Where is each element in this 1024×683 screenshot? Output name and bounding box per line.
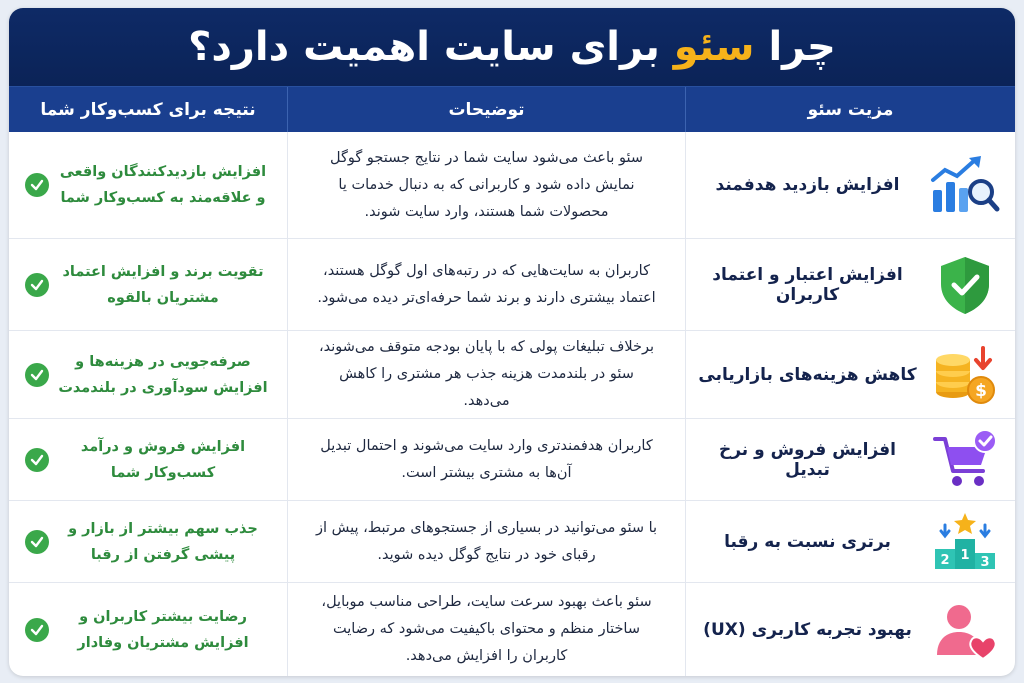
svg-text:2: 2 [940, 552, 950, 568]
result-text: افزایش بازدیدکنندگان واقعی و علاقه‌مند به کسب‌وکار شما [59, 164, 267, 206]
svg-text:1: 1 [960, 547, 970, 563]
svg-text:$: $ [975, 380, 987, 401]
benefit-cell [685, 132, 1015, 238]
benefit-title: افزایش بازدید هدفمند [715, 175, 900, 195]
description-cell [287, 501, 685, 582]
result-text: جذب سهم بیشتر از بازار و پیشی گرفتن از رقبا [68, 520, 258, 563]
user-heart-icon [929, 599, 1001, 661]
benefit-cell [685, 331, 1015, 418]
svg-text:3: 3 [980, 554, 990, 570]
seo-benefits-card [9, 8, 1015, 676]
benefit-cell [685, 501, 1015, 582]
table-row [9, 501, 1015, 583]
table-row [9, 239, 1015, 331]
table-row [9, 583, 1015, 676]
table-row [9, 132, 1015, 239]
description-cell [287, 419, 685, 500]
column-header-benefit: مزیت سئو [685, 87, 1015, 132]
benefit-title: کاهش هزینه‌های بازاریابی [698, 364, 917, 385]
description-cell [287, 331, 685, 418]
check-icon [25, 530, 49, 554]
description-cell [287, 132, 685, 238]
result-text: تقویت برند و افزایش اعتماد مشتریان بالقوه [62, 263, 264, 306]
title-suffix: برای سایت اهمیت دارد؟ [188, 24, 674, 70]
result-cell [9, 331, 287, 418]
page-header [9, 8, 1015, 86]
check-icon [25, 363, 49, 387]
result-cell [9, 239, 287, 330]
check-icon [25, 618, 49, 642]
description-text: سئو باعث بهبود سرعت سایت، طراحی مناسب موبایل، ساختار منظم و محتوای باکیفیت می‌شود که رضایت کاربران را افزایش می‌دهد. [321, 594, 652, 664]
description-text: کاربران هدفمندتری وارد سایت می‌شوند و احتمال تبدیل آن‌ها به مشتری بیشتر است. [320, 437, 653, 481]
analytics-search-icon [929, 154, 1001, 216]
podium-star-icon [929, 511, 1001, 573]
result-cell [9, 419, 287, 500]
table-row [9, 419, 1015, 501]
check-icon [25, 173, 49, 197]
benefit-title: افزایش اعتبار و اعتماد کاربران [712, 264, 903, 305]
description-text: سئو باعث می‌شود سایت شما در نتایج جستجو گوگل نمایش داده شود و کاربرانی که به دنبال خدمات یا محصولات شما هستند، وارد سایت شوند. [329, 149, 644, 220]
benefit-title: بهبود تجربه کاربری (UX) [703, 619, 912, 640]
check-icon [25, 448, 49, 472]
result-cell [9, 501, 287, 582]
benefit-title: برتری نسبت به رقبا [724, 531, 891, 552]
result-cell [9, 132, 287, 238]
cart-check-icon [929, 429, 1001, 491]
benefit-cell [685, 583, 1015, 676]
column-header-result: نتیجه برای کسب‌وکار شما [40, 99, 256, 120]
shield-check-icon [929, 254, 1001, 316]
description-text: برخلاف تبلیغات پولی که با پایان بودجه متوقف می‌شوند، سئو در بلندمدت هزینه جذب هر مشتری را کاهش می‌دهد. [318, 339, 655, 409]
result-text: صرفه‌جویی در هزینه‌ها و افزایش سودآوری در بلندمدت [58, 353, 268, 396]
table-row [9, 331, 1015, 419]
benefit-title: افزایش فروش و نرخ تبدیل [718, 439, 897, 480]
result-text: افزایش فروش و درآمد کسب‌وکار شما [80, 438, 246, 481]
table-header [9, 86, 1015, 132]
check-icon [25, 273, 49, 297]
benefit-cell [685, 239, 1015, 330]
description-cell [287, 583, 685, 676]
page-title [188, 24, 836, 70]
result-cell [9, 583, 287, 676]
result-text: رضایت بیشتر کاربران و افزایش مشتریان وفادار [77, 608, 249, 651]
description-cell [287, 239, 685, 330]
column-header-description: توضیحات [287, 87, 685, 132]
coins-down-icon [929, 344, 1001, 406]
title-prefix: چرا [754, 24, 836, 70]
description-text: با سئو می‌توانید در بسیاری از جستجوهای مرتبط، پیش از رقبای خود در نتایج گوگل دیده شوید. [315, 519, 658, 563]
description-text: کاربران به سایت‌هایی که در رتبه‌های اول گوگل هستند، اعتماد بیشتری دارند و برند شما حرفه‌ای‌تر دیده می‌شود. [317, 262, 656, 306]
title-accent: سئو [673, 24, 755, 70]
benefit-cell [685, 419, 1015, 500]
